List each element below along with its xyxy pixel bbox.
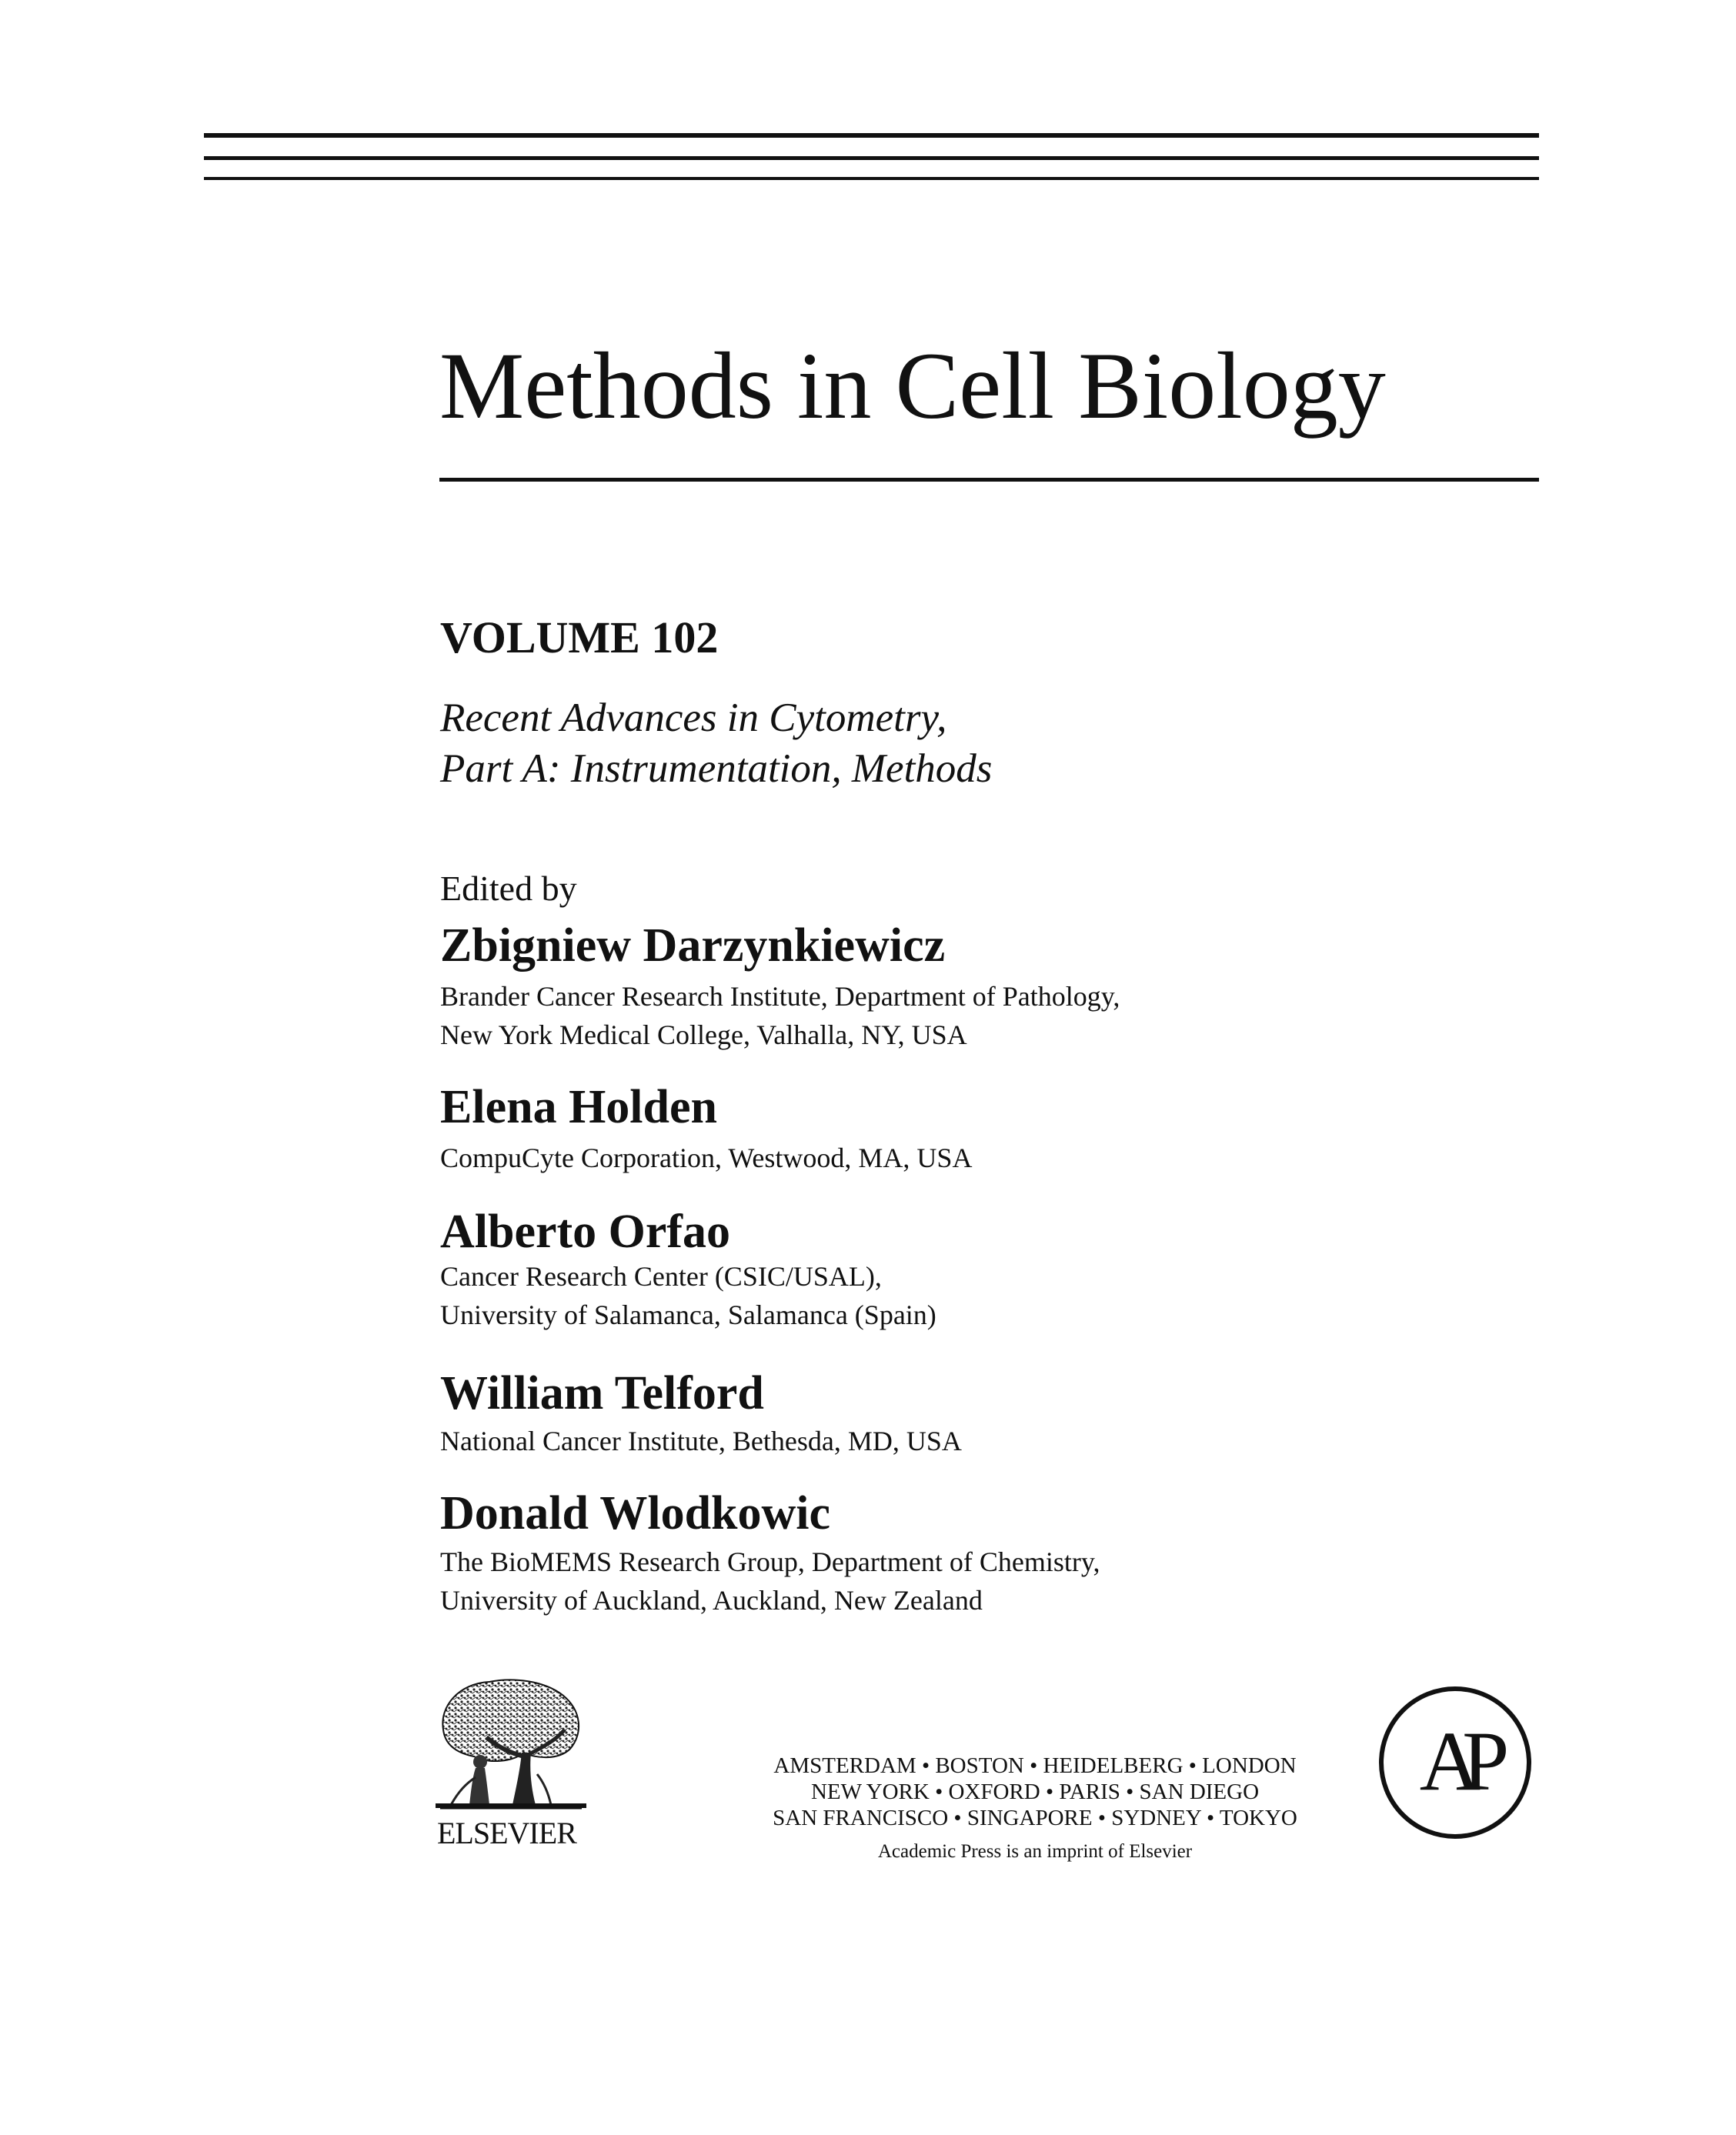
affiliation-line: Brander Cancer Research Institute, Department of Pathology,	[440, 981, 1120, 1012]
ap-logo-text: AP	[1419, 1714, 1491, 1808]
editor-affiliation	[440, 1139, 972, 1177]
editor-affiliation	[440, 1543, 1100, 1620]
editor-affiliation	[440, 1422, 962, 1460]
affiliation-line: CompuCyte Corporation, Westwood, MA, USA	[440, 1143, 973, 1173]
series-title: Methods in Cell Biology	[439, 333, 1386, 439]
affiliation-line: Cancer Research Center (CSIC/USAL),	[440, 1261, 882, 1292]
editor-affiliation	[440, 977, 1120, 1054]
top-rule-1	[204, 133, 1539, 138]
top-rule-2	[204, 156, 1539, 160]
cities-line: SAN FRANCISCO • SINGAPORE • SYDNEY • TOKYO	[773, 1806, 1297, 1830]
top-rule-3	[204, 177, 1539, 180]
volume-number: VOLUME 102	[440, 612, 719, 662]
affiliation-line: The BioMEMS Research Group, Department of Chemistry,	[440, 1546, 1100, 1577]
editor-name: William Telford	[440, 1367, 764, 1419]
publisher-cities	[689, 1753, 1381, 1831]
volume-subtitle	[440, 692, 992, 794]
affiliation-line: University of Salamanca, Salamanca (Spain)	[440, 1299, 936, 1330]
subtitle-line: Part A: Instrumentation, Methods	[440, 746, 993, 791]
affiliation-line: University of Auckland, Auckland, New Zealand	[440, 1585, 983, 1616]
cities-line: AMSTERDAM • BOSTON • HEIDELBERG • LONDON	[773, 1753, 1297, 1778]
editor-name: Donald Wlodkowic	[440, 1487, 831, 1540]
affiliation-line: New York Medical College, Valhalla, NY, USA	[440, 1019, 967, 1050]
imprint-note: Academic Press is an imprint of Elsevier	[877, 1841, 1193, 1862]
editor-name: Alberto Orfao	[440, 1206, 731, 1258]
elsevier-wordmark: ELSEVIER	[437, 1816, 576, 1850]
edited-by-label: Edited by	[440, 869, 577, 908]
cities-line: NEW YORK • OXFORD • PARIS • SAN DIEGO	[810, 1780, 1260, 1804]
academic-press-ap-icon	[1377, 1685, 1533, 1840]
editor-name: Zbigniew Darzynkiewicz	[440, 919, 946, 972]
subtitle-line: Recent Advances in Cytometry,	[440, 696, 947, 740]
elsevier-tree-icon	[436, 1676, 586, 1814]
affiliation-line: National Cancer Institute, Bethesda, MD, USA	[440, 1426, 962, 1456]
editor-affiliation	[440, 1257, 936, 1334]
title-underline	[439, 478, 1539, 482]
editor-name: Elena Holden	[440, 1081, 718, 1133]
